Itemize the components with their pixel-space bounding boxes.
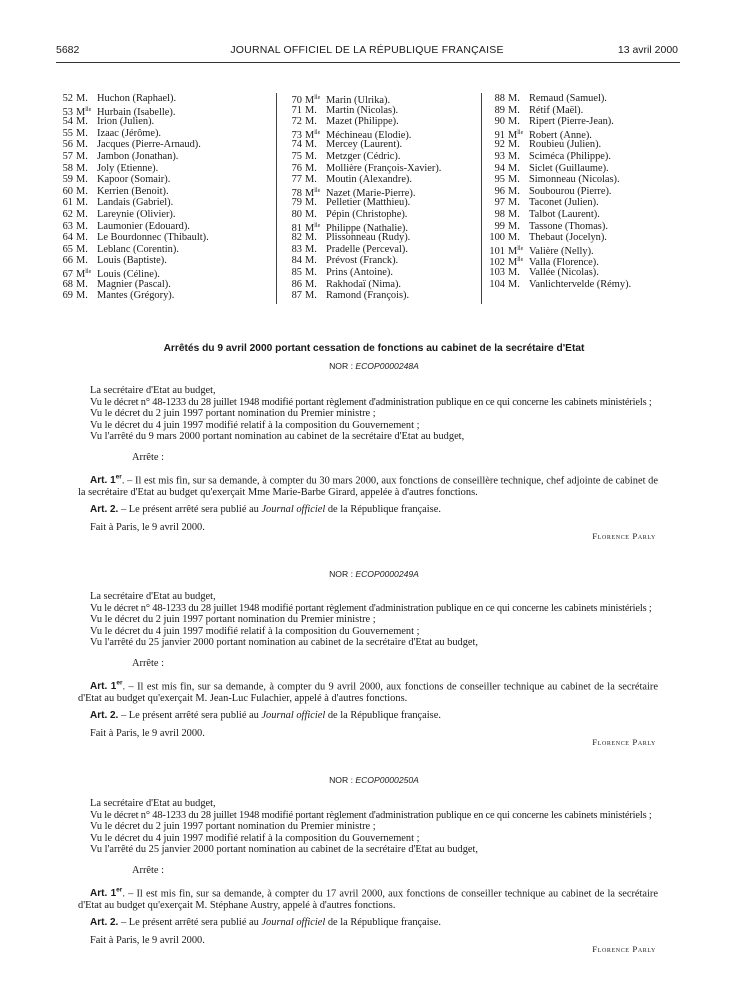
- list-item: [281, 139, 473, 151]
- list-item-civility: M.: [76, 116, 88, 128]
- page-number: 5682: [56, 44, 80, 56]
- list-item-number: 88: [494, 93, 505, 104]
- list-item: [281, 279, 473, 291]
- list-item-number: 82: [291, 232, 302, 244]
- list-item-name: Kapoor (Somair).: [97, 174, 171, 186]
- list-item-name: Huchon (Raphael).: [97, 93, 177, 104]
- list-item-civility: M.: [305, 232, 317, 244]
- name-list: [0, 93, 748, 313]
- list-item: [281, 174, 473, 186]
- list-item: [484, 244, 699, 256]
- list-item-civility: M.: [76, 197, 88, 209]
- list-item-name: Vallée (Nicolas).: [529, 266, 599, 278]
- list-item-civility: M.: [76, 174, 88, 186]
- arrete-block: [78, 591, 658, 749]
- arrete-block: [78, 385, 658, 543]
- list-item-civility: $M^{lle}$: [305, 222, 321, 234]
- list-item: [52, 197, 267, 209]
- visa-decret-premier-ministre: Vu le décret du 2 juin 1997 portant nomination du Premier ministre ;: [90, 614, 376, 625]
- list-item-civility: M.: [76, 185, 88, 197]
- list-item: [281, 221, 473, 233]
- visa-arrete-nomination: Vu l'arrêté du 25 janvier 2000 portant nomination au cabinet de la secrétaire d'Etat au budget,: [90, 844, 479, 855]
- list-item-name: Irion (Julien).: [97, 116, 155, 128]
- article-1-text: Il est mis fin, sur sa demande, à compter du 30 mars 2000, aux fonctions de conseillère technique, chef adjointe de cabinet de la secrétaire d'Etat au budget qu'exerçait Mme Marie-Barbe Girard, appelée à d'autres fonctions.: [78, 475, 658, 498]
- list-item-civility: M.: [76, 232, 88, 244]
- list-item-civility: M.: [508, 208, 520, 220]
- list-item-number: 54: [62, 116, 73, 128]
- article-2: Art. 2. – Le présent arrêté sera publié au Journal officiel de la République française.: [90, 917, 441, 929]
- header-rule: [56, 62, 680, 63]
- list-item-name: Pradelle (Perceval).: [326, 243, 408, 255]
- list-item-number: 59: [62, 174, 73, 186]
- list-item-name: Kerrien (Benoit).: [97, 185, 169, 197]
- nor-code: ECOP0000249A: [355, 569, 419, 579]
- list-item-name: Robert (Anne).: [529, 129, 592, 141]
- article-2: Art. 2. – Le présent arrêté sera publié au Journal officiel de la République française.: [90, 504, 441, 516]
- intro-line: La secrétaire d'Etat au budget,: [90, 385, 216, 396]
- list-item-number: 102: [489, 257, 505, 269]
- list-item: [52, 116, 267, 128]
- list-item: [52, 209, 267, 221]
- list-item-name: Thebaut (Jocelyn).: [529, 232, 607, 244]
- list-item: [52, 221, 267, 233]
- list-item: [484, 267, 699, 279]
- list-item: [281, 197, 473, 209]
- list-item-number: 85: [291, 266, 302, 278]
- issue-date: 13 avril 2000: [617, 44, 678, 56]
- list-item: [484, 105, 699, 117]
- list-item-civility: M.: [305, 150, 317, 162]
- list-item-name: Landais (Gabriel).: [97, 197, 174, 209]
- list-item-name: Rakhodaï (Nima).: [326, 278, 402, 290]
- journal-title: JOURNAL OFFICIEL DE LA RÉPUBLIQUE FRANÇAISE: [230, 44, 504, 56]
- list-item-civility: $M^{lle}$: [305, 129, 321, 141]
- list-item-number: 89: [494, 104, 505, 116]
- article-1-label: Art. 1er: [90, 887, 123, 900]
- list-item-number: 71: [291, 104, 302, 116]
- list-item-civility: M.: [508, 93, 520, 104]
- article-1-label: Art. 1er: [90, 474, 122, 487]
- list-item-number: 67: [62, 268, 73, 280]
- list-item: [281, 151, 473, 163]
- fait-a-paris: Fait à Paris, le 9 avril 2000.: [90, 727, 205, 739]
- list-item-number: 103: [489, 266, 505, 278]
- list-item-name: Louis (Céline).: [97, 268, 160, 280]
- list-item-name: Martin (Nicolas).: [326, 104, 399, 116]
- visa-arrete-nomination: Vu l'arrêté du 9 mars 2000 portant nomination au cabinet de la secrétaire d'Etat au budget,: [90, 431, 465, 442]
- list-item-civility: M.: [76, 220, 88, 232]
- list-item-name: Mollière (François-Xavier).: [326, 162, 442, 174]
- list-item-civility: $M^{lle}$: [305, 187, 321, 199]
- article-1-label: Art. 1er: [90, 680, 123, 693]
- list-item: [52, 139, 267, 151]
- list-item-number: 96: [494, 185, 505, 197]
- list-item-civility: M.: [508, 116, 520, 128]
- list-item-civility: M.: [305, 278, 317, 290]
- list-item-number: 77: [291, 174, 302, 186]
- list-item: [52, 105, 267, 117]
- list-item-number: 81: [291, 222, 302, 234]
- list-item-name: Prins (Antoine).: [326, 266, 393, 278]
- list-item: [484, 197, 699, 209]
- list-item-number: 60: [62, 185, 73, 197]
- list-item: [484, 128, 699, 140]
- nor-code: ECOP0000250A: [355, 775, 419, 785]
- list-item-name: Mercey (Laurent).: [326, 139, 403, 151]
- list-item-number: 73: [291, 129, 302, 141]
- list-item: [484, 116, 699, 128]
- list-item-civility: M.: [508, 104, 520, 116]
- intro-line: La secrétaire d'Etat au budget,: [90, 798, 216, 809]
- list-item-civility: M.: [76, 162, 88, 174]
- list-item-number: 92: [494, 139, 505, 151]
- list-item-name: Tassone (Thomas).: [529, 220, 608, 232]
- list-item-civility: M.: [305, 266, 317, 278]
- list-item-number: 61: [62, 197, 73, 209]
- list-item-number: 94: [494, 162, 505, 174]
- list-item: [281, 267, 473, 279]
- list-item-number: 86: [291, 278, 302, 290]
- list-item: [52, 163, 267, 175]
- article-1: Art. 1er. – Il est mis fin, sur sa demande, à compter du 30 mars 2000, aux fonctions de conseillère technique, chef adjointe de cabinet de la secrétaire d'Etat au budget qu'exerçait Mme Marie-Barbe Girard, appelée à d'autres fonctions.: [78, 474, 658, 498]
- nor-label: NOR :: [329, 361, 353, 371]
- list-item: [281, 244, 473, 256]
- list-item: [52, 174, 267, 186]
- nor-code: ECOP0000248A: [355, 361, 419, 371]
- arrete-block: [78, 798, 658, 956]
- list-item-number: 66: [62, 255, 73, 267]
- list-item-name: Leblanc (Corentin).: [97, 243, 179, 255]
- list-item-number: 70: [291, 95, 302, 106]
- article-2-label: Art. 2.: [90, 917, 119, 929]
- list-item-civility: M.: [76, 255, 88, 267]
- visa-decret-1948: Vu le décret n° 48-1233 du 28 juillet 1948 modifié portant règlement d'administration publique en ce qui concerne les cabinets ministériels ;: [90, 396, 652, 408]
- list-item-civility: $M^{lle}$: [508, 257, 524, 269]
- list-item-number: 87: [291, 290, 302, 302]
- column-divider: [481, 93, 482, 304]
- list-item-civility: $M^{lle}$: [305, 95, 321, 106]
- list-item: [281, 105, 473, 117]
- list-item: [52, 267, 267, 279]
- arrete-label: Arrête :: [132, 864, 165, 876]
- list-item: [484, 232, 699, 244]
- list-item: [281, 255, 473, 267]
- list-item-number: 76: [291, 162, 302, 174]
- signature: Florence Parly: [592, 737, 656, 748]
- list-item: [281, 209, 473, 221]
- list-item-civility: M.: [305, 162, 317, 174]
- article-2-label: Art. 2.: [90, 504, 119, 516]
- list-item: [484, 209, 699, 221]
- article-2-label: Art. 2.: [90, 710, 119, 722]
- list-item-civility: M.: [508, 185, 520, 197]
- list-item-number: 53: [62, 106, 73, 118]
- list-item-number: 58: [62, 162, 73, 174]
- list-item: [52, 93, 267, 105]
- list-item-number: 72: [291, 116, 302, 128]
- list-item-name: Méchineau (Elodie).: [326, 129, 412, 141]
- list-item-civility: M.: [305, 197, 317, 209]
- nor-reference: [0, 361, 748, 371]
- list-item-number: 90: [494, 116, 505, 128]
- list-item-name: Laumonier (Edouard).: [97, 220, 190, 232]
- list-item-civility: M.: [305, 116, 317, 128]
- list-item-name: Mazet (Philippe).: [326, 116, 399, 128]
- list-item-name: Ripert (Pierre-Jean).: [529, 116, 614, 128]
- list-item-number: 68: [62, 278, 73, 290]
- list-item-civility: M.: [305, 208, 317, 220]
- list-item-number: 97: [494, 197, 505, 209]
- list-item-civility: M.: [305, 290, 317, 302]
- list-item-number: 69: [62, 290, 73, 302]
- list-item: [52, 128, 267, 140]
- list-item: [52, 244, 267, 256]
- list-item-name: Pépin (Christophe).: [326, 208, 408, 220]
- list-item: [52, 151, 267, 163]
- list-item-number: 75: [291, 150, 302, 162]
- list-item-name: Lareynie (Olivier).: [97, 208, 176, 220]
- visa-decret-gouvernement: Vu le décret du 4 juin 1997 modifié relatif à la composition du Gouvernement ;: [90, 625, 420, 637]
- list-item-name: Hurbain (Isabelle).: [97, 106, 176, 118]
- list-item-number: 63: [62, 220, 73, 232]
- list-item-name: Izaac (Jérôme).: [97, 127, 162, 139]
- nor-reference: [0, 775, 748, 785]
- list-item-name: Philippe (Nathalie).: [326, 222, 408, 234]
- list-item-civility: M.: [305, 255, 317, 267]
- list-item-name: Pelletier (Matthieu).: [326, 197, 411, 209]
- list-item-civility: M.: [508, 232, 520, 244]
- list-item-civility: M.: [76, 278, 88, 290]
- list-item-name: Siclet (Guillaume).: [529, 162, 609, 174]
- list-item: [281, 116, 473, 128]
- list-item: [281, 93, 473, 105]
- list-item-name: Joly (Etienne).: [97, 162, 159, 174]
- list-item-number: 55: [62, 127, 73, 139]
- list-item-civility: M.: [76, 243, 88, 255]
- list-item-name: Valla (Florence).: [529, 257, 599, 269]
- fait-a-paris: Fait à Paris, le 9 avril 2000.: [90, 521, 205, 533]
- list-item-name: Nazet (Marie-Pierre).: [326, 187, 416, 199]
- list-item-number: 64: [62, 232, 73, 244]
- list-item: [52, 290, 267, 302]
- list-item-civility: M.: [305, 139, 317, 151]
- list-item-name: Taconet (Julien).: [529, 197, 599, 209]
- list-item: [281, 232, 473, 244]
- list-item-name: Le Bourdonnec (Thibault).: [97, 232, 209, 244]
- name-list-column-1: [52, 93, 267, 302]
- arrete-label: Arrête :: [132, 451, 165, 463]
- section-title: Arrêtés du 9 avril 2000 portant cessation de fonctions au cabinet de la secrétaire d'Etat: [163, 343, 585, 354]
- column-divider: [276, 93, 277, 304]
- list-item: [281, 290, 473, 302]
- list-item-name: Marin (Ulrika).: [326, 95, 391, 106]
- visa-decret-1948: Vu le décret n° 48-1233 du 28 juillet 1948 modifié portant règlement d'administration publique en ce qui concerne les cabinets ministériels ;: [90, 809, 652, 821]
- list-item-civility: $M^{lle}$: [508, 129, 524, 141]
- list-item-civility: M.: [76, 150, 88, 162]
- list-item: [484, 279, 699, 291]
- fait-a-paris: Fait à Paris, le 9 avril 2000.: [90, 934, 205, 946]
- article-2: Art. 2. – Le présent arrêté sera publié au Journal officiel de la République française.: [90, 710, 441, 722]
- list-item-civility: $M^{lle}$: [508, 245, 524, 257]
- list-item-number: 91: [494, 129, 505, 141]
- list-item: [281, 186, 473, 198]
- list-item-number: 52: [62, 93, 73, 104]
- list-item-name: Talbot (Laurent).: [529, 208, 600, 220]
- list-item-civility: M.: [508, 162, 520, 174]
- article-1-text: Il est mis fin, sur sa demande, à compter du 17 avril 2000, aux fonctions de conseiller technique au cabinet de la secrétaire d'Etat au budget qu'exerçait M. Stéphane Austry, appelé à d'autres fonctions.: [78, 888, 658, 911]
- list-item-name: Plissonneau (Rudy).: [326, 232, 411, 244]
- list-item-name: Metzger (Cédric).: [326, 150, 401, 162]
- list-item: [484, 186, 699, 198]
- list-item-name: Roubieu (Julien).: [529, 139, 602, 151]
- list-item-name: Magnier (Pascal).: [97, 278, 171, 290]
- list-item-number: 93: [494, 150, 505, 162]
- list-item-civility: M.: [305, 243, 317, 255]
- list-item-number: 84: [291, 255, 302, 267]
- list-item-number: 80: [291, 208, 302, 220]
- nor-label: NOR :: [329, 569, 353, 579]
- list-item-name: Ramond (François).: [326, 290, 410, 302]
- list-item: [484, 255, 699, 267]
- list-item: [484, 93, 699, 105]
- list-item-number: 101: [489, 245, 505, 257]
- list-item-number: 56: [62, 139, 73, 151]
- visa-decret-gouvernement: Vu le décret du 4 juin 1997 modifié relatif à la composition du Gouvernement ;: [90, 419, 420, 431]
- list-item-name: Louis (Baptiste).: [97, 255, 167, 267]
- list-item-number: 79: [291, 197, 302, 209]
- list-item-civility: M.: [508, 150, 520, 162]
- list-item: [52, 232, 267, 244]
- name-list-column-3: [484, 93, 699, 290]
- nor-reference: [0, 569, 748, 579]
- nor-label: NOR :: [329, 775, 353, 785]
- list-item-name: Rétif (Maël).: [529, 104, 584, 116]
- list-item-name: Sciméca (Philippe).: [529, 150, 611, 162]
- list-item-number: 74: [291, 139, 302, 151]
- list-item-number: 98: [494, 208, 505, 220]
- list-item: [484, 174, 699, 186]
- visa-arrete-nomination: Vu l'arrêté du 25 janvier 2000 portant nomination au cabinet de la secrétaire d'Etat au budget,: [90, 637, 479, 648]
- list-item-civility: M.: [508, 266, 520, 278]
- list-item: [52, 186, 267, 198]
- list-item-name: Mantes (Grégory).: [97, 290, 175, 302]
- list-item-name: Vanlichtervelde (Rémy).: [529, 278, 632, 290]
- article-1: Art. 1er. – Il est mis fin, sur sa demande, à compter du 17 avril 2000, aux fonctions de conseiller technique au cabinet de la secrétaire d'Etat au budget qu'exerçait M. Stéphane Austry, appelé à d'autres fonctions.: [78, 887, 658, 911]
- article-1: Art. 1er. – Il est mis fin, sur sa demande, à compter du 9 avril 2000, aux fonctions de conseiller technique au cabinet de la secrétaire d'Etat au budget qu'exerçait M. Jean-Luc Fulachier, appelé à d'autres fonctions.: [78, 680, 658, 704]
- list-item-name: Jacques (Pierre-Arnaud).: [97, 139, 201, 151]
- visa-decret-premier-ministre: Vu le décret du 2 juin 1997 portant nomination du Premier ministre ;: [90, 821, 376, 832]
- list-item-civility: M.: [76, 139, 88, 151]
- list-item-name: Prévost (Franck).: [326, 255, 399, 267]
- list-item-number: 99: [494, 220, 505, 232]
- list-item: [484, 221, 699, 233]
- list-item-civility: M.: [305, 174, 317, 186]
- list-item-civility: M.: [508, 197, 520, 209]
- list-item-civility: M.: [508, 278, 520, 290]
- list-item-civility: M.: [76, 290, 88, 302]
- list-item: [484, 151, 699, 163]
- list-item-civility: M.: [508, 220, 520, 232]
- list-item: [281, 163, 473, 175]
- visa-decret-premier-ministre: Vu le décret du 2 juin 1997 portant nomination du Premier ministre ;: [90, 408, 376, 419]
- arrete-label: Arrête :: [132, 657, 165, 669]
- visa-decret-1948: Vu le décret n° 48-1233 du 28 juillet 1948 modifié portant règlement d'administration publique en ce qui concerne les cabinets ministériels ;: [90, 602, 652, 614]
- list-item-name: Simonneau (Nicolas).: [529, 174, 620, 186]
- list-item-number: 65: [62, 243, 73, 255]
- visa-decret-gouvernement: Vu le décret du 4 juin 1997 modifié relatif à la composition du Gouvernement ;: [90, 832, 420, 844]
- list-item-number: 100: [489, 232, 505, 244]
- list-item-number: 104: [489, 278, 505, 290]
- article-1-text: Il est mis fin, sur sa demande, à compter du 9 avril 2000, aux fonctions de conseiller technique au cabinet de la secrétaire d'Etat au budget qu'exerçait M. Jean-Luc Fulachier, appelé à d'autres fonctions.: [78, 681, 658, 704]
- name-list-column-2: [281, 93, 473, 302]
- list-item-civility: M.: [76, 93, 88, 104]
- list-item-name: Remaud (Samuel).: [529, 93, 607, 104]
- list-item-name: Valière (Nelly).: [529, 245, 594, 257]
- page-header: [56, 44, 678, 60]
- list-item-civility: M.: [76, 208, 88, 220]
- list-item-number: 57: [62, 150, 73, 162]
- list-item-civility: M.: [508, 139, 520, 151]
- list-item-civility: $M^{lle}$: [76, 106, 92, 118]
- list-item: [484, 163, 699, 175]
- list-item-civility: M.: [508, 174, 520, 186]
- signature: Florence Parly: [592, 944, 656, 955]
- list-item: [52, 255, 267, 267]
- list-item-name: Moutin (Alexandre).: [326, 174, 412, 186]
- list-item-number: 78: [291, 187, 302, 199]
- list-item: [484, 139, 699, 151]
- list-item: [52, 279, 267, 291]
- list-item-civility: M.: [305, 104, 317, 116]
- list-item-number: 95: [494, 174, 505, 186]
- list-item-name: Soubourou (Pierre).: [529, 185, 612, 197]
- list-item-civility: $M^{lle}$: [76, 268, 92, 280]
- intro-line: La secrétaire d'Etat au budget,: [90, 591, 216, 602]
- list-item-number: 83: [291, 243, 302, 255]
- list-item-civility: M.: [76, 127, 88, 139]
- list-item-name: Jambon (Jonathan).: [97, 150, 179, 162]
- signature: Florence Parly: [592, 531, 656, 542]
- list-item-number: 62: [62, 208, 73, 220]
- list-item: [281, 128, 473, 140]
